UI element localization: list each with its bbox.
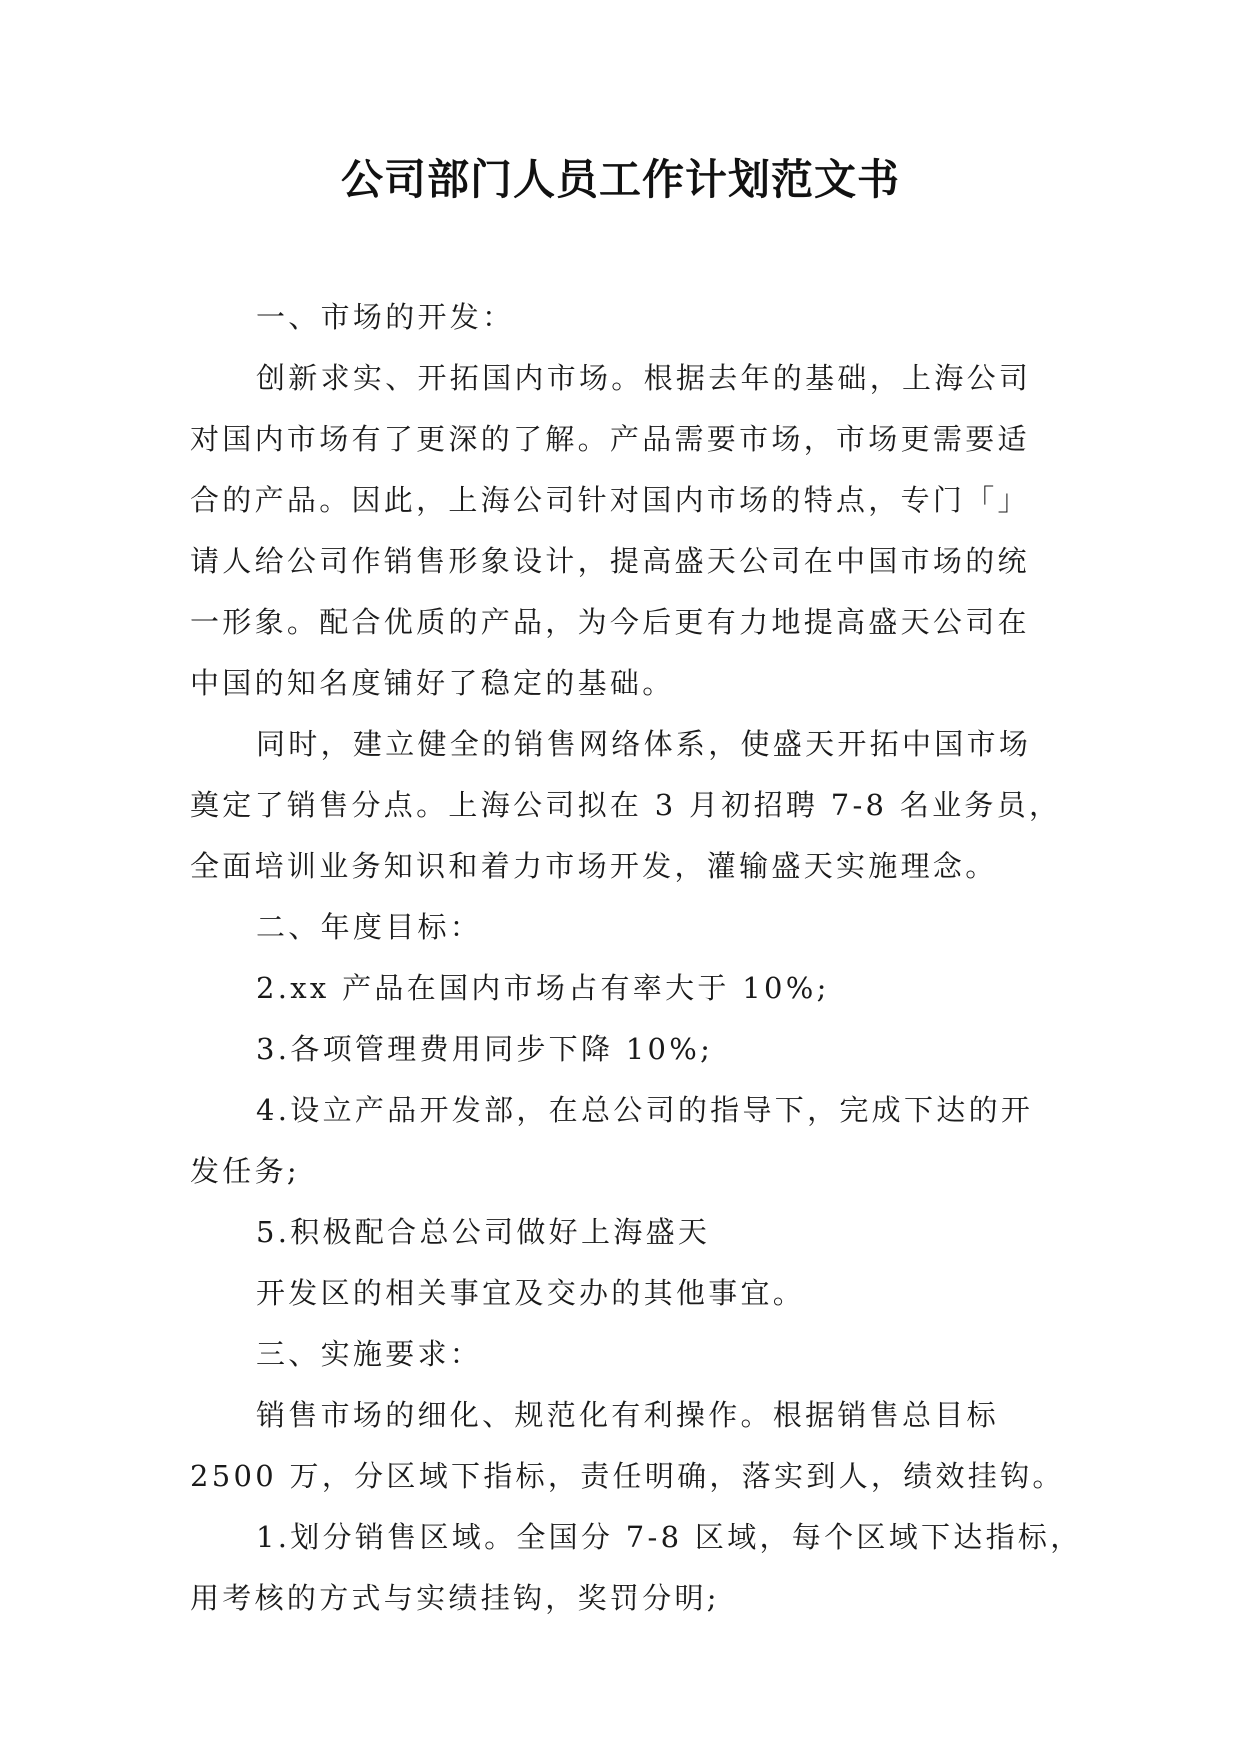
document-title: 公司部门人员工作计划范文书	[340, 155, 900, 204]
text-line: 同时，建立健全的销售网络体系，使盛天开拓中国市场	[256, 727, 1032, 761]
text-line: 用考核的方式与实绩挂钩，奖罚分明;	[190, 1581, 720, 1615]
text-line: 3.各项管理费用同步下降 10%;	[256, 1032, 714, 1066]
text-line: 2500 万，分区域下指标，责任明确，落实到人，绩效挂钩。	[190, 1459, 1065, 1493]
text-line: 4.设立产品开发部，在总公司的指导下，完成下达的开	[256, 1093, 1034, 1127]
text-line: 三、实施要求：	[256, 1337, 483, 1371]
text-line: 对国内市场有了更深的了解。产品需要市场，市场更需要适	[190, 422, 1030, 456]
text-line: 创新求实、开拓国内市场。根据去年的基础，上海公司	[256, 361, 1032, 395]
document-body	[190, 287, 1083, 1629]
text-line: 请人给公司作销售形象设计，提高盛天公司在中国市场的统	[190, 544, 1030, 578]
text-line: 奠定了销售分点。上海公司拟在 3 月初招聘 7-8 名业务员，	[190, 788, 1062, 822]
text-line: 销售市场的细化、规范化有利操作。根据销售总目标	[256, 1398, 999, 1432]
text-line: 发任务;	[190, 1154, 300, 1188]
text-line: 二、年度目标：	[256, 910, 483, 944]
text-line: 5.积极配合总公司做好上海盛天	[256, 1215, 711, 1249]
text-line: 一、市场的开发：	[256, 300, 515, 334]
text-line: 1.划分销售区域。全国分 7-8 区域，每个区域下达指标，	[256, 1520, 1083, 1554]
text-line: 2.xx 产品在国内市场占有率大于 10%;	[256, 971, 830, 1005]
text-line: 开发区的相关事宜及交办的其他事宜。	[256, 1276, 806, 1310]
text-line: 合的产品。因此，上海公司针对国内市场的特点，专门「」	[190, 483, 1030, 517]
text-line: 全面培训业务知识和着力市场开发，灌输盛天实施理念。	[190, 849, 998, 883]
text-line: 一形象。配合优质的产品，为今后更有力地提高盛天公司在	[190, 605, 1030, 639]
text-line: 中国的知名度铺好了稳定的基础。	[190, 666, 675, 700]
